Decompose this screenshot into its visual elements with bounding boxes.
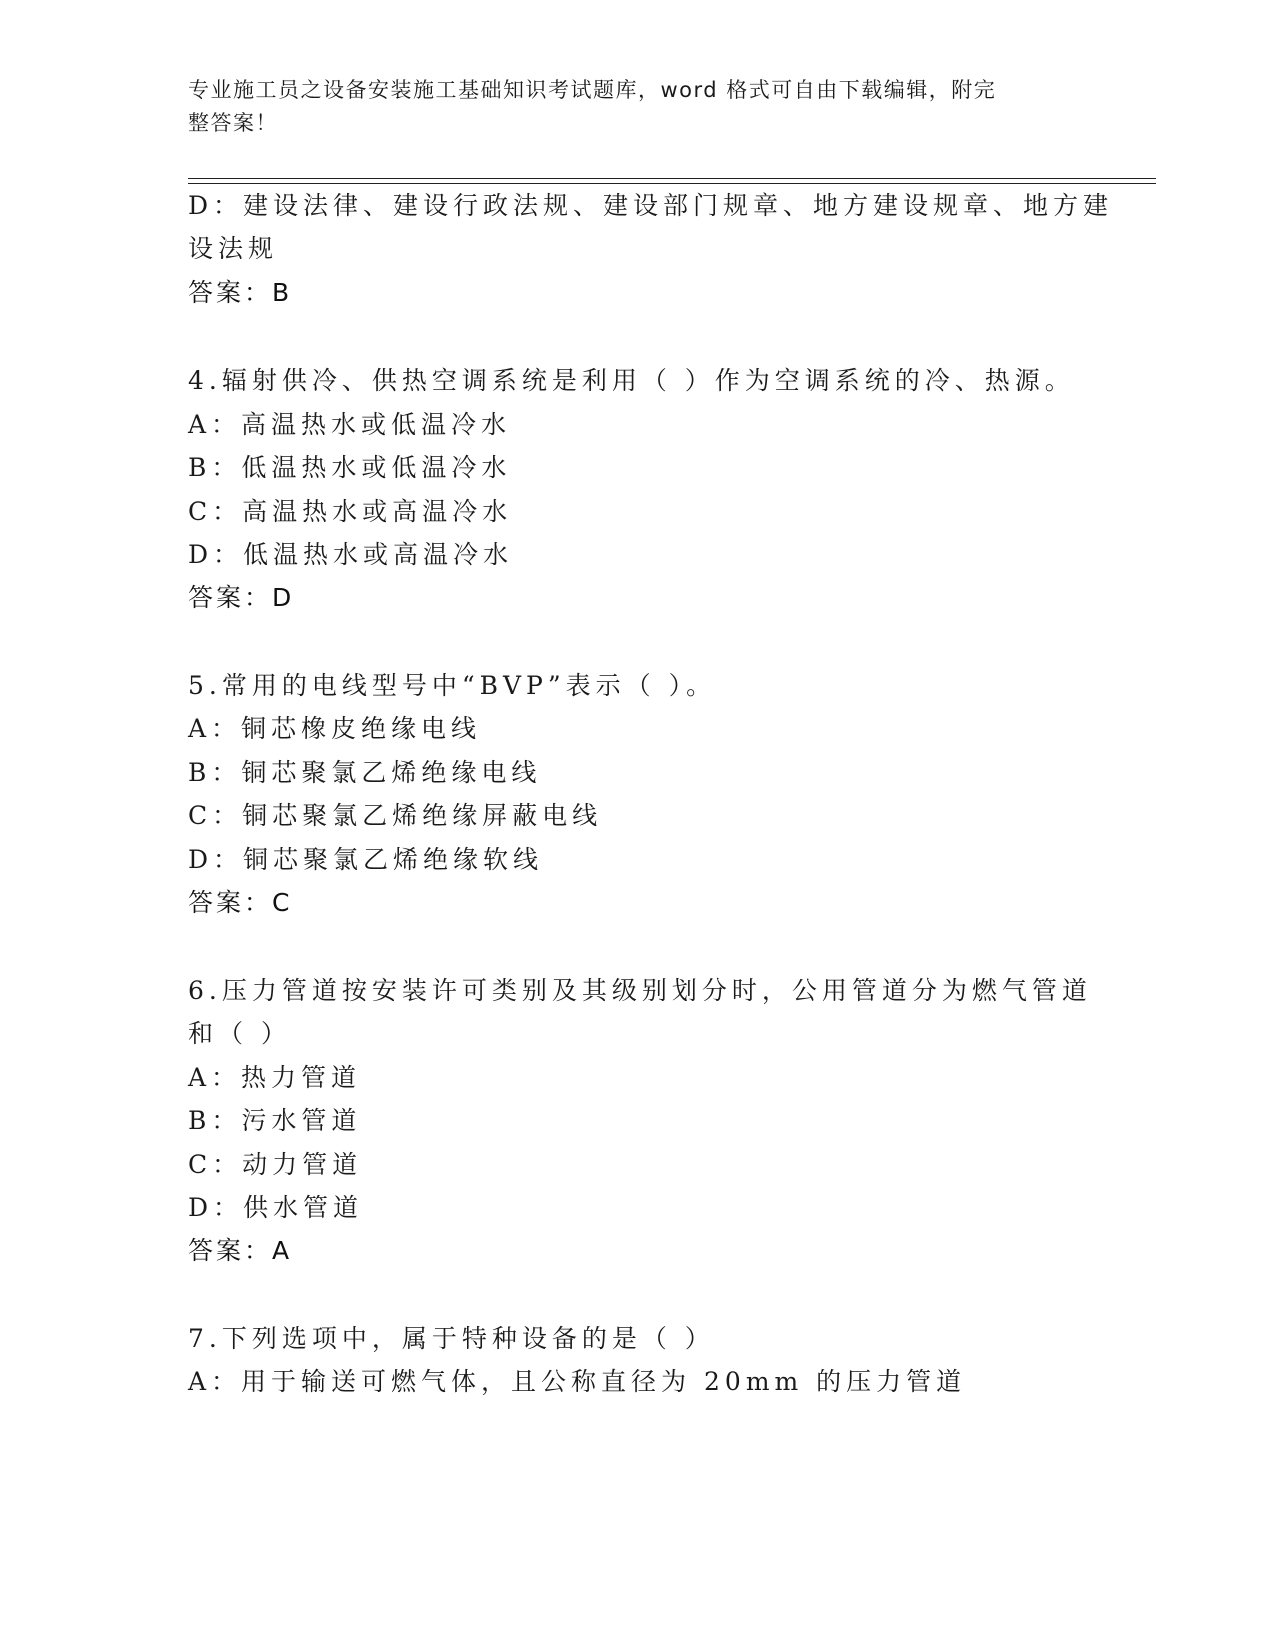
q7-option-a: A：用于输送可燃气体，且公称直径为 20mm 的压力管道 [188, 1367, 967, 1396]
q6-option-c: C：动力管道 [188, 1150, 363, 1179]
q3-option-d-line-1: D：建设法律、建设行政法规、建设部门规章、地方建设规章、地方建 [188, 191, 1114, 220]
q4-option-d: D：低温热水或高温冷水 [188, 540, 514, 569]
q5-answer: 答案：C [188, 888, 293, 917]
header-line-1: 专业施工员之设备安装施工基础知识考试题库，word 格式可自由下载编辑，附完 [188, 78, 997, 102]
q6-question-line-1: 6.压力管道按安装许可类别及其级别划分时，公用管道分为燃气管道 [188, 976, 1092, 1005]
q6-question-line-2: 和（ ） [188, 1019, 291, 1048]
q5-option-c: C：铜芯聚氯乙烯绝缘屏蔽电线 [188, 801, 603, 830]
header-divider-bottom [188, 183, 1156, 184]
q7-question: 7.下列选项中，属于特种设备的是（ ） [188, 1324, 715, 1353]
q3-answer: 答案：B [188, 278, 293, 307]
q6-answer: 答案：A [188, 1236, 293, 1265]
q5-question: 5.常用的电线型号中“BVP”表示（ ）。 [188, 671, 717, 700]
header-line-2: 整答案！ [188, 111, 278, 135]
q3-option-d-line-2: 设法规 [188, 234, 279, 263]
q6-option-a: A：热力管道 [188, 1063, 362, 1092]
q4-option-b: B：低温热水或低温冷水 [188, 453, 512, 482]
q5-option-b: B：铜芯聚氯乙烯绝缘电线 [188, 758, 542, 787]
q6-option-d: D：供水管道 [188, 1193, 364, 1222]
q4-option-a: A：高温热水或低温冷水 [188, 410, 512, 439]
header-divider-top [188, 178, 1156, 179]
q4-answer: 答案：D [188, 583, 295, 612]
q5-option-a: A：铜芯橡皮绝缘电线 [188, 714, 482, 743]
q6-option-b: B：污水管道 [188, 1106, 362, 1135]
document-header [188, 74, 1088, 140]
q4-option-c: C：高温热水或高温冷水 [188, 497, 513, 526]
q5-option-d: D：铜芯聚氯乙烯绝缘软线 [188, 845, 544, 874]
q4-question: 4.辐射供冷、供热空调系统是利用（ ）作为空调系统的冷、热源。 [188, 366, 1075, 395]
